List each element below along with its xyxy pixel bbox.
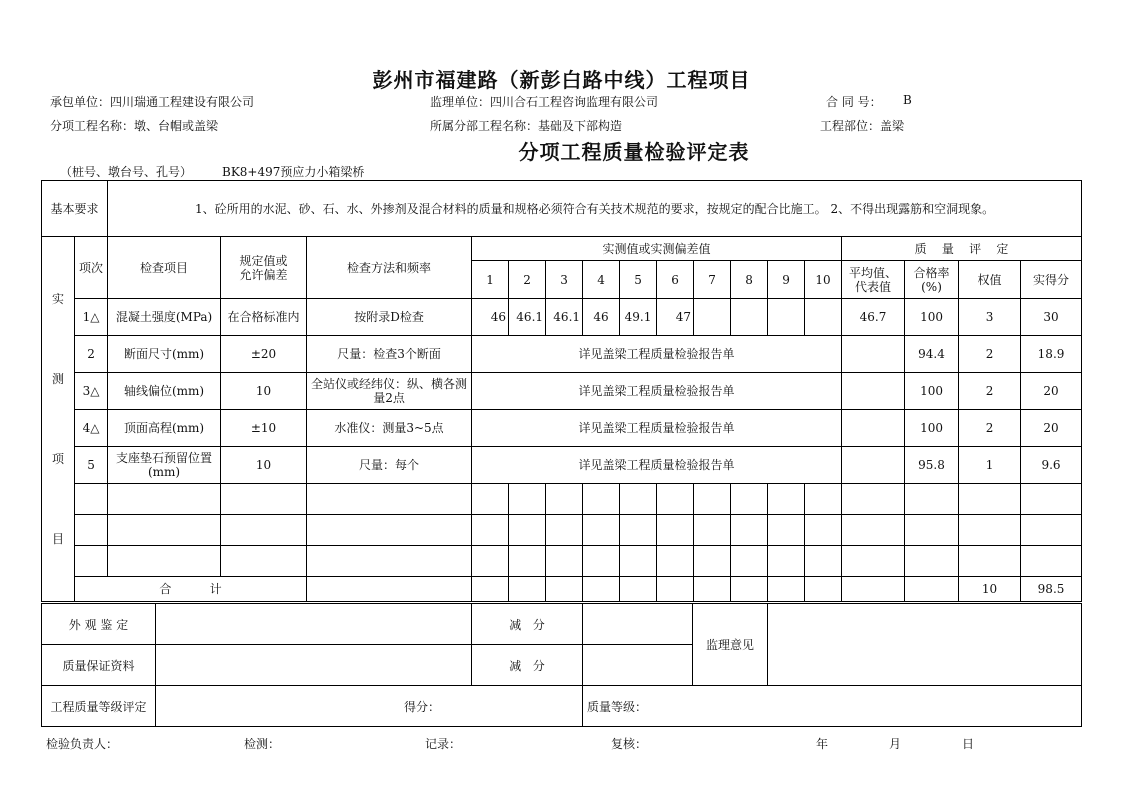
qa-docs-value[interactable] [156, 645, 472, 686]
item-no: 4△ [75, 410, 108, 447]
qa-docs-label: 质量保证资料 [42, 645, 156, 686]
measure-num: 5 [620, 261, 657, 299]
item-average [842, 410, 905, 447]
measure-num: 8 [731, 261, 768, 299]
item-average [842, 373, 905, 410]
appearance-label: 外 观 鉴 定 [42, 604, 156, 645]
measure-num: 7 [694, 261, 731, 299]
item-weight: 2 [959, 410, 1021, 447]
item-method: 全站仪或经纬仪：纵、横各测量2点 [307, 373, 472, 410]
supervision-value[interactable] [768, 604, 1082, 686]
contract-label: 合 同 号： [826, 95, 882, 109]
empty-row [42, 515, 1082, 546]
measured-value: 46 [472, 299, 509, 336]
col-average: 平均值、 代表值 [842, 261, 905, 299]
col-item: 检查项目 [108, 237, 221, 299]
col-quality: 质 量 评 定 [842, 237, 1082, 261]
pile-label: （桩号、墩台号、孔号） [60, 165, 193, 179]
sub-project-name: 分项工程名称：墩、台帽或盖梁 [50, 119, 219, 133]
table-row [42, 299, 1082, 336]
item-detail: 详见盖梁工程质量检验报告单 [472, 410, 842, 447]
empty-row [42, 546, 1082, 577]
item-detail: 详见盖梁工程质量检验报告单 [472, 373, 842, 410]
division-name: 所属分部工程名称：基础及下部构造 [430, 119, 623, 133]
item-score: 20 [1021, 410, 1082, 447]
table-row [42, 373, 1082, 410]
item-average [842, 336, 905, 373]
measured-value: 47 [657, 299, 694, 336]
item-average: 46.7 [842, 299, 905, 336]
col-weight: 权值 [959, 261, 1021, 299]
supervisor: 监理单位：四川合石工程咨询监理有限公司 [430, 95, 659, 109]
item-no: 1△ [75, 299, 108, 336]
total-row [42, 577, 1082, 602]
item-method: 尺量：检查3个断面 [307, 336, 472, 373]
basic-requirements-label: 基本要求 [42, 181, 108, 237]
deduct-label: 减 分 [472, 645, 583, 686]
footer-day: 日 [962, 737, 975, 751]
col-spec: 规定值或 允许偏差 [221, 237, 307, 299]
deduct-label: 减 分 [472, 604, 583, 645]
grade-label: 质量等级： [587, 699, 648, 714]
item-name: 混凝土强度(MPa) [108, 299, 221, 336]
item-weight: 2 [959, 336, 1021, 373]
table-row [42, 447, 1082, 484]
grade-eval-label: 工程质量等级评定 [42, 686, 156, 727]
footer-recorder: 记录： [425, 737, 462, 751]
item-pass-rate: 94.4 [905, 336, 959, 373]
inspection-table [41, 180, 1082, 602]
item-method: 水准仪：测量3~5点 [307, 410, 472, 447]
score-cell [156, 686, 583, 727]
item-method: 按附录D检查 [307, 299, 472, 336]
col-method: 检查方法和频率 [307, 237, 472, 299]
footer-inspector: 检验负责人： [46, 737, 119, 751]
item-weight: 3 [959, 299, 1021, 336]
measure-num: 2 [509, 261, 546, 299]
measure-num: 10 [805, 261, 842, 299]
measure-num: 1 [472, 261, 509, 299]
item-spec: 10 [221, 447, 307, 484]
item-detail: 详见盖梁工程质量检验报告单 [472, 447, 842, 484]
measured-value: 46.1 [546, 299, 583, 336]
footer-reviewer: 复核： [611, 737, 648, 751]
item-pass-rate: 100 [905, 299, 959, 336]
contract-number: B [903, 93, 912, 107]
pile-value: BK8+497预应力小箱梁桥 [222, 165, 365, 179]
contractor: 承包单位：四川瑞通工程建设有限公司 [50, 95, 255, 109]
score-label: 得分： [404, 699, 441, 714]
item-pass-rate: 100 [905, 373, 959, 410]
item-score: 30 [1021, 299, 1082, 336]
col-score: 实得分 [1021, 261, 1082, 299]
appearance-value[interactable] [156, 604, 472, 645]
measure-num: 6 [657, 261, 694, 299]
item-name: 轴线偏位(mm) [108, 373, 221, 410]
grade-cell [583, 686, 1082, 727]
measure-num: 4 [583, 261, 620, 299]
table-row [42, 336, 1082, 373]
item-pass-rate: 100 [905, 410, 959, 447]
item-method: 尺量：每个 [307, 447, 472, 484]
item-spec: 在合格标准内 [221, 299, 307, 336]
measure-num: 3 [546, 261, 583, 299]
item-spec: 10 [221, 373, 307, 410]
item-score: 9.6 [1021, 447, 1082, 484]
item-spec: ±10 [221, 410, 307, 447]
item-score: 18.9 [1021, 336, 1082, 373]
total-label: 合 计 [75, 577, 307, 602]
total-score: 98.5 [1021, 577, 1082, 602]
item-no: 3△ [75, 373, 108, 410]
measured-value: 49.1 [620, 299, 657, 336]
measure-num: 9 [768, 261, 805, 299]
deduct-value[interactable] [583, 645, 693, 686]
empty-row [42, 484, 1082, 515]
measured-value: 46 [583, 299, 620, 336]
item-no: 2 [75, 336, 108, 373]
evaluation-table [41, 603, 1082, 727]
item-detail: 详见盖梁工程质量检验报告单 [472, 336, 842, 373]
table-row [42, 410, 1082, 447]
col-pass-rate: 合格率 (%) [905, 261, 959, 299]
col-item-no: 项次 [75, 237, 108, 299]
basic-requirements-text: 1、砼所用的水泥、砂、石、水、外掺剂及混合材料的质量和规格必须符合有关技术规范的要求，按规定的配合比施工。 2、不得出现露筋和空洞现象。 [108, 181, 1082, 237]
form-title: 分项工程质量检验评定表 [518, 140, 750, 164]
supervision-label: 监理意见 [693, 604, 768, 686]
item-weight: 1 [959, 447, 1021, 484]
col-measured: 实测值或实测偏差值 [472, 237, 842, 261]
item-score: 20 [1021, 373, 1082, 410]
item-pass-rate: 95.8 [905, 447, 959, 484]
footer-month: 月 [889, 737, 902, 751]
item-name: 顶面高程(mm) [108, 410, 221, 447]
side-label: 实 测 项 目 [42, 237, 75, 602]
total-weight: 10 [959, 577, 1021, 602]
deduct-value[interactable] [583, 604, 693, 645]
item-name: 支座垫石预留位置(mm) [108, 447, 221, 484]
item-weight: 2 [959, 373, 1021, 410]
item-average [842, 447, 905, 484]
footer-year: 年 [816, 737, 829, 751]
item-no: 5 [75, 447, 108, 484]
item-name: 断面尺寸(mm) [108, 336, 221, 373]
page-title: 彭州市福建路（新彭白路中线）工程项目 [372, 68, 751, 92]
item-spec: ±20 [221, 336, 307, 373]
work-location: 工程部位：盖梁 [820, 119, 905, 133]
measured-value: 46.1 [509, 299, 546, 336]
footer-tester: 检测： [244, 737, 281, 751]
